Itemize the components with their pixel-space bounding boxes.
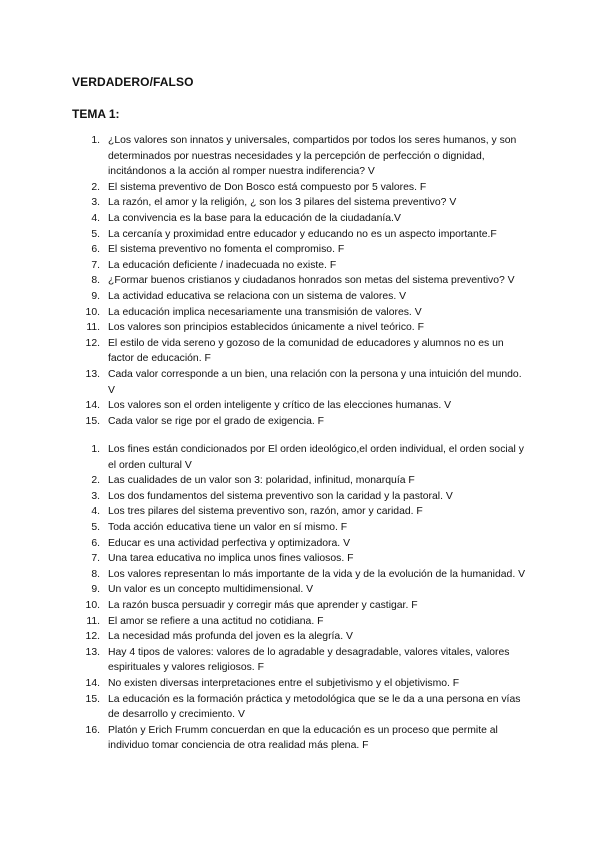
question-list-2 bbox=[0, 442, 600, 754]
item-number: 15. bbox=[85, 415, 100, 427]
item-number: 7. bbox=[91, 259, 100, 271]
list-item bbox=[0, 692, 600, 723]
list-item bbox=[0, 504, 600, 520]
item-number: 9. bbox=[91, 290, 100, 302]
list-item bbox=[0, 520, 600, 536]
item-text: La actividad educativa se relaciona con un sistema de valores. V bbox=[108, 290, 407, 302]
item-text: La cercanía y proximidad entre educador y educando no es un aspecto importante.F bbox=[108, 228, 497, 240]
item-number: 9. bbox=[91, 584, 100, 596]
list-item bbox=[0, 336, 600, 367]
list-item bbox=[0, 645, 600, 676]
list-item bbox=[0, 567, 600, 583]
item-number: 13. bbox=[85, 646, 100, 658]
item-text: Platón y Erich Frumm concuerdan en que la educación es un proceso que permite al individuo tomar conciencia de otra realidad más plena. F bbox=[108, 724, 498, 752]
item-text: Los tres pilares del sistema preventivo son, razón, amor y caridad. F bbox=[108, 506, 423, 518]
item-text: No existen diversas interpretaciones entre el subjetivismo y el objetivismo. F bbox=[108, 677, 460, 689]
question-list-1 bbox=[0, 133, 600, 429]
list-item bbox=[0, 414, 600, 430]
item-number: 16. bbox=[85, 724, 100, 736]
item-number: 6. bbox=[91, 537, 100, 549]
item-number: 13. bbox=[85, 368, 100, 380]
item-text: Toda acción educativa tiene un valor en sí mismo. F bbox=[108, 521, 348, 533]
item-number: 12. bbox=[85, 631, 100, 643]
document-title: VERDADERO/FALSO bbox=[72, 75, 194, 89]
item-text: ¿Formar buenos cristianos y ciudadanos honrados son metas del sistema preventivo? V bbox=[108, 275, 515, 287]
item-text: Los dos fundamentos del sistema preventivo son la caridad y la pastoral. V bbox=[108, 490, 453, 502]
item-text: Educar es una actividad perfectiva y optimizadora. V bbox=[108, 537, 350, 549]
item-number: 2. bbox=[91, 181, 100, 193]
item-number: 6. bbox=[91, 244, 100, 256]
item-text: El estilo de vida sereno y gozoso de la comunidad de educadores y alumnos no es un factor de educación. F bbox=[108, 337, 504, 365]
item-number: 15. bbox=[85, 693, 100, 705]
item-text: La razón, el amor y la religión, ¿ son los 3 pilares del sistema preventivo? V bbox=[108, 197, 457, 209]
item-text: La educación es la formación práctica y metodológica que se le da a una persona en vías de desarrollo y crecimiento. V bbox=[108, 693, 521, 721]
item-text: ¿Los valores son innatos y universales, compartidos por todos los seres humanos, y son determinados por nuestras necesidades y la percepción de perfección o dignidad, incitándonos a la acción al romper nuestra indiferencia? V bbox=[108, 135, 517, 178]
item-number: 12. bbox=[85, 337, 100, 349]
section-heading: TEMA 1: bbox=[72, 107, 120, 121]
list-item bbox=[0, 133, 600, 180]
item-number: 10. bbox=[85, 599, 100, 611]
item-text: La convivencia es la base para la educación de la ciudadanía.V bbox=[108, 212, 401, 224]
item-text: El sistema preventivo no fomenta el compromiso. F bbox=[108, 244, 345, 256]
item-text: Cada valor se rige por el grado de exigencia. F bbox=[108, 415, 325, 427]
item-text: El sistema preventivo de Don Bosco está compuesto por 5 valores. F bbox=[108, 181, 427, 193]
list-item bbox=[0, 211, 600, 227]
item-text: La educación deficiente / inadecuada no existe. F bbox=[108, 259, 337, 271]
item-number: 2. bbox=[91, 475, 100, 487]
list-item bbox=[0, 320, 600, 336]
item-text: El amor se refiere a una actitud no cotidiana. F bbox=[108, 615, 324, 627]
item-number: 7. bbox=[91, 553, 100, 565]
item-number: 14. bbox=[85, 400, 100, 412]
item-number: 1. bbox=[91, 135, 100, 146]
item-text: Los valores representan lo más importante de la vida y de la evolución de la humanidad. V bbox=[108, 568, 526, 580]
item-text: La necesidad más profunda del joven es la alegría. V bbox=[108, 631, 353, 643]
item-text: Las cualidades de un valor son 3: polaridad, infinitud, monarquía F bbox=[108, 475, 415, 487]
list-item bbox=[0, 614, 600, 630]
list-item bbox=[0, 305, 600, 321]
list-item bbox=[0, 242, 600, 258]
list-item bbox=[0, 676, 600, 692]
list-item bbox=[0, 227, 600, 243]
list-item bbox=[0, 598, 600, 614]
list-item bbox=[0, 536, 600, 552]
item-text: Los fines están condicionados por El orden ideológico,el orden individual, el orden social y el orden cultural V bbox=[108, 444, 524, 471]
list-item bbox=[0, 629, 600, 645]
item-text: Hay 4 tipos de valores: valores de lo agradable y desagradable, valores vitales, valores espirituales y valores religiosos. F bbox=[108, 646, 510, 674]
item-number: 1. bbox=[91, 444, 100, 455]
item-number: 14. bbox=[85, 677, 100, 689]
list-item bbox=[0, 367, 600, 398]
item-number: 5. bbox=[91, 521, 100, 533]
item-text: Los valores son el orden inteligente y crítico de las elecciones humanas. V bbox=[108, 400, 452, 412]
item-text: Un valor es un concepto multidimensional. V bbox=[108, 584, 314, 596]
item-number: 11. bbox=[86, 615, 100, 627]
list-item bbox=[0, 195, 600, 211]
list-item bbox=[0, 473, 600, 489]
item-number: 3. bbox=[91, 490, 100, 502]
item-number: 4. bbox=[91, 506, 100, 518]
list-item bbox=[0, 551, 600, 567]
item-number: 11. bbox=[86, 322, 100, 334]
item-number: 8. bbox=[91, 275, 100, 287]
item-number: 4. bbox=[91, 212, 100, 224]
item-text: Los valores son principios establecidos únicamente a nivel teórico. F bbox=[108, 322, 424, 334]
list-item bbox=[0, 442, 600, 473]
item-text: Cada valor corresponde a un bien, una relación con la persona y una intuición del mundo. V bbox=[108, 368, 522, 396]
item-number: 3. bbox=[91, 197, 100, 209]
item-number: 10. bbox=[85, 306, 100, 318]
list-item bbox=[0, 289, 600, 305]
list-item bbox=[0, 489, 600, 505]
item-text: Una tarea educativa no implica unos fines valiosos. F bbox=[108, 553, 354, 565]
item-number: 8. bbox=[91, 568, 100, 580]
item-text: La educación implica necesariamente una transmisión de valores. V bbox=[108, 306, 422, 318]
list-item bbox=[0, 273, 600, 289]
item-number: 5. bbox=[91, 228, 100, 240]
list-item bbox=[0, 180, 600, 196]
list-item bbox=[0, 582, 600, 598]
list-item bbox=[0, 723, 600, 754]
item-text: La razón busca persuadir y corregir más que aprender y castigar. F bbox=[108, 599, 418, 611]
list-item bbox=[0, 398, 600, 414]
list-item bbox=[0, 258, 600, 274]
